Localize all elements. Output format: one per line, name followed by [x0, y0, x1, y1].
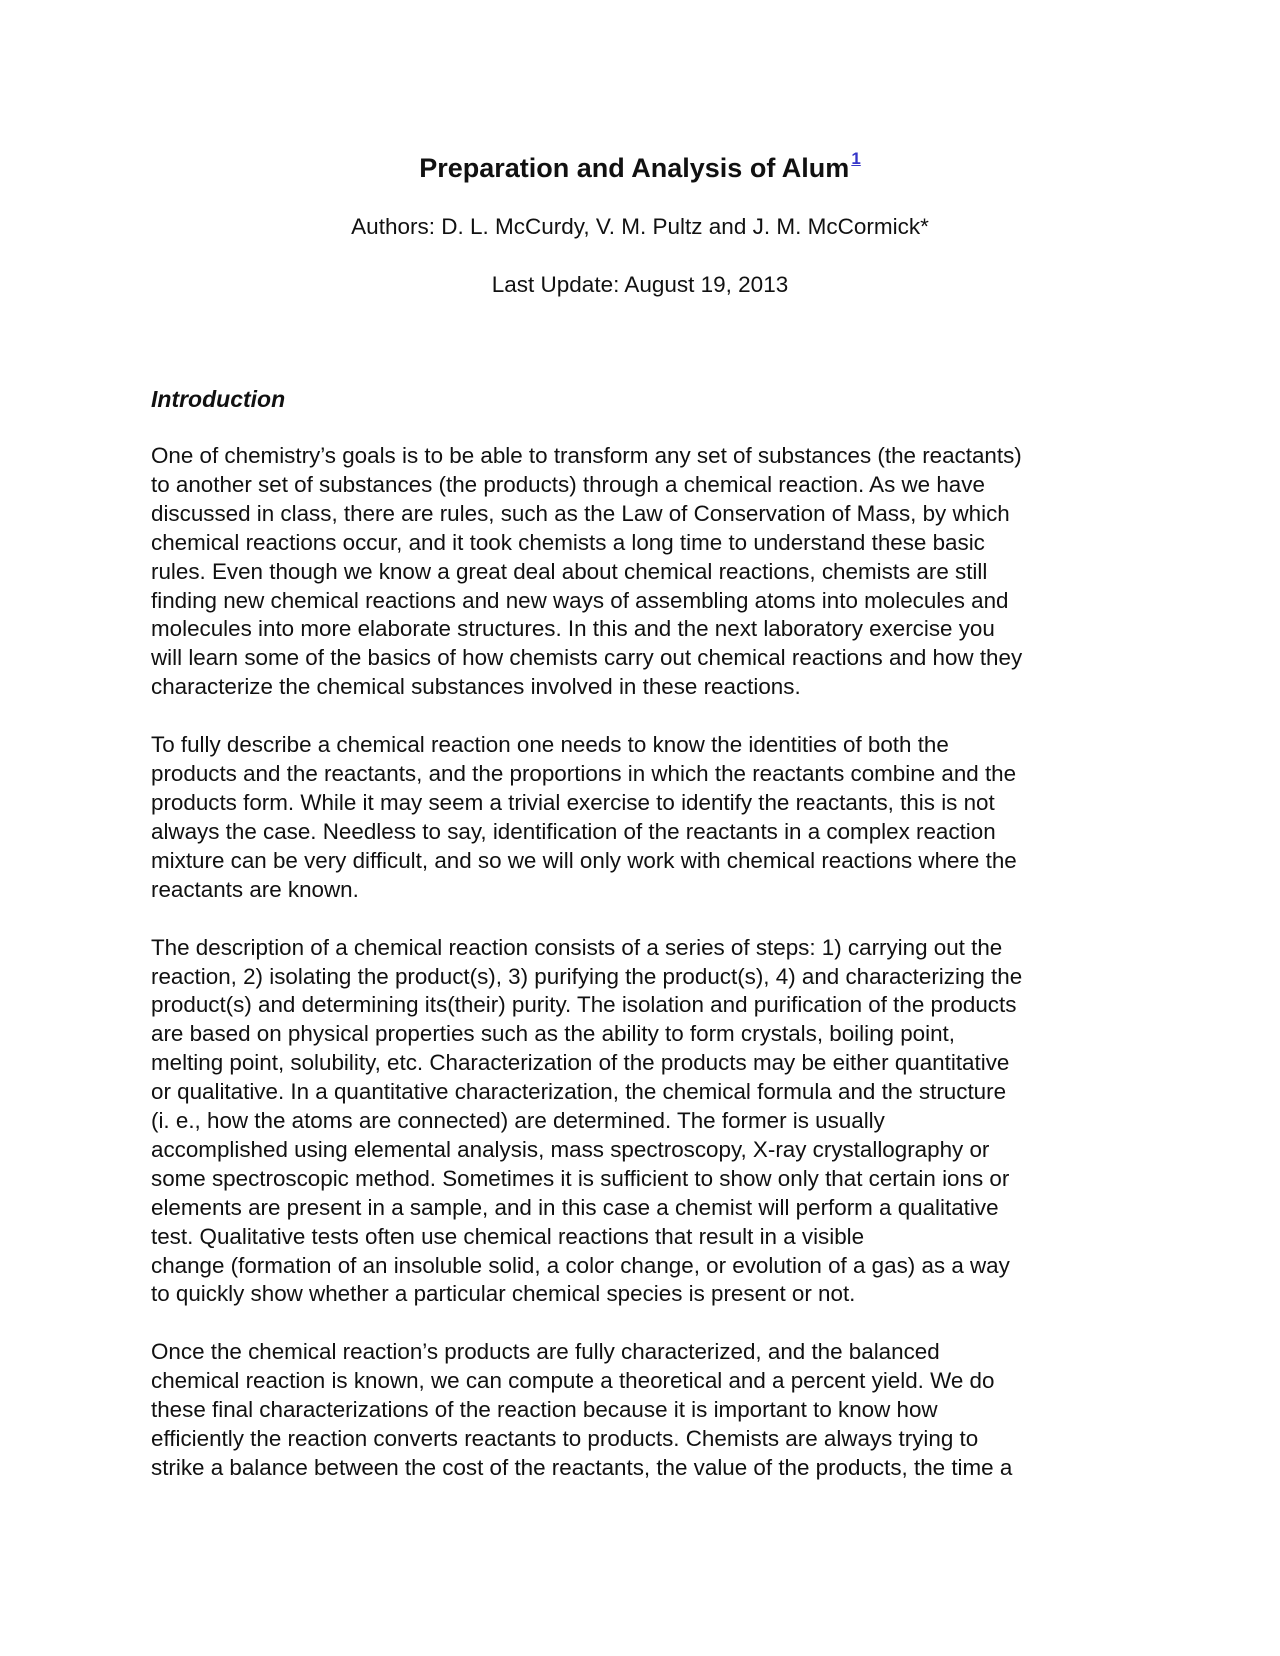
last-update-line: Last Update: August 19, 2013 [491, 272, 789, 297]
body-text [151, 442, 1141, 1512]
authors-line: Authors: D. L. McCurdy, V. M. Pultz and J. M. McCormick* [351, 214, 929, 239]
paragraph-3: The description of a chemical reaction consists of a series of steps: 1) carrying out the reaction, 2) isolating the product(s), 3) purifying the product(s), 4) and characterizing the product(s) and determining its(their) purity. The isolation and purification of the products are based on physical properties such as the ability to form crystals, boiling point, melting point, solubility, etc. Characterization of the products may be either quantitative or qualitative. In a quantitative characterization, the chemical formula and the structure (i. e., how the atoms are connected) are determined. The former is usually accomplished using elemental analysis, mass spectroscopy, X-ray crystallography or some spectroscopic method. Sometimes it is sufficient to show only that certain ions or elements are present in a sample, and in this case a chemist will perform a qualitative test. Qualitative tests often use chemical reactions that result in a visible change (formation of an insoluble solid, a color change, or evolution of a gas) as a way to quickly show whether a particular chemical species is present or not. [151, 934, 1023, 1307]
section-heading-introduction: Introduction [151, 386, 286, 412]
paragraph-1: One of chemistry’s goals is to be able to transform any set of substances (the reactants) to another set of substances (the products) through a chemical reaction. As we have discussed in class, there are rules, such as the Law of Conservation of Mass, by which chemical reactions occur, and it took chemists a long time to understand these basic rules. Even though we know a great deal about chemical reactions, chemists are still finding new chemical reactions and new ways of assembling atoms into molecules and molecules into more elaborate structures. In this and the next laboratory exercise you will learn some of the basics of how chemists carry out chemical reactions and how they characterize the chemical substances involved in these reactions. [151, 443, 1023, 700]
paragraph-2: To fully describe a chemical reaction one needs to know the identities of both the products and the reactants, and the proportions in which the reactants combine and the products form. While it may seem a trivial exercise to identify the reactants, this is not always the case. Needless to say, identification of the reactants in a complex reaction mixture can be very difficult, and so we will only work with chemical reactions where the reactants are known. [151, 732, 1017, 902]
title-text: Preparation and Analysis of Alum [419, 153, 850, 183]
footnote-link[interactable]: 1 [851, 149, 861, 168]
document-title [0, 150, 1280, 186]
paragraph-4: Once the chemical reaction’s products are fully characterized, and the balanced chemical reaction is known, we can compute a theoretical and a percent yield. We do these final characterizations of the reaction because it is important to know how efficiently the reaction converts reactants to products. Chemists are always trying to strike a balance between the cost of the reactants, the value of the products, the time a [151, 1339, 1013, 1480]
